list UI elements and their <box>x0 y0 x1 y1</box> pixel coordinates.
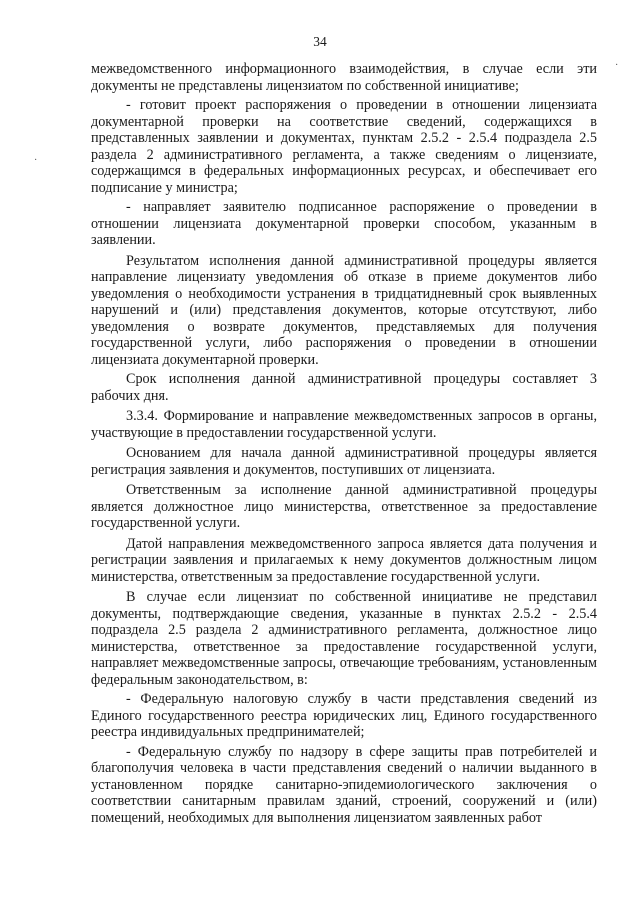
paragraph-result: Результатом исполнения данной административной процедуры является направление лицензиату уведомления об отказе в приеме документов либо уведомления о необходимости устранения в тридцатидневный срок выявленных нарушений и (или) представления документов, которые отсутствуют, либо уведомления о возврате документов, представляемых для получения государственной услуги, либо распоряжения о проведении в отношении лицензиата документарной проверки. <box>91 252 597 368</box>
paragraph-continuation: межведомственного информационного взаимодействия, в случае если эти документы не представлены лицензиатом по собственной инициативе; <box>91 61 597 94</box>
paragraph-basis: Основанием для начала данной административной процедуры является регистрация заявления и документов, поступивших от лицензиата. <box>91 445 597 478</box>
paragraph-deadline: Срок исполнения данной административной процедуры составляет 3 рабочих дня. <box>91 371 597 404</box>
paragraph-list-item-tax-service: - Федеральную налоговую службу в части представления сведений из Единого государственного реестра юридических лиц, Единого государственного реестра индивидуальных предпринимателей; <box>91 691 597 740</box>
scan-speck: · <box>615 60 619 71</box>
paragraph-list-item-consumer-service: - Федеральную службу по надзору в сфере защиты прав потребителей и благополучия человека в части представления сведений о наличии выданного в установленном порядке санитарно-эпидемиологического заключения о соответствии санитарным правилам зданий, строений, сооружений и (или) помещений, необходимых для выполнения лицензиатом заявленных работ <box>91 743 597 826</box>
scan-speck: · <box>34 155 38 166</box>
paragraph-date: Датой направления межведомственного запроса является дата получения и регистрации заявления и прилагаемых к нему документов должностным лицом министерства, ответственным за предоставление государственной услуги. <box>91 535 597 585</box>
paragraph-list-item-prepare-order: - готовит проект распоряжения о проведении в отношении лицензиата документарной проверки на соответствие сведений, содержащихся в представленных заявлении и документах, пунктам 2.5.2 - 2.5.4 подраздела 2.5 раздела 2 административного регламента, а также сведениям о лицензиате, содержащимся в федеральных информационных ресурсах, и обеспечивает его подписание у министра; <box>91 97 597 196</box>
page-number: 34 <box>313 34 327 49</box>
document-body <box>91 61 597 829</box>
section-heading-3-3-4: 3.3.4. Формирование и направление межведомственных запросов в органы, участвующие в предоставлении государственной услуги. <box>91 408 597 441</box>
paragraph-requests: В случае если лицензиат по собственной инициативе не представил документы, подтверждающие сведения, указанные в пунктах 2.5.2 - 2.5.4 подраздела 2.5 раздела 2 административного регламента, должностное лицо министерства, ответственное за предоставление государственной услуги, направляет межведомственные запросы, отвечающие требованиям, установленным федеральным законодательством, в: <box>91 589 597 688</box>
paragraph-responsible: Ответственным за исполнение данной административной процедуры является должностное лицо министерства, ответственное за предоставление государственной услуги. <box>91 482 597 531</box>
paragraph-list-item-send-order: - направляет заявителю подписанное распоряжение о проведении в отношении лицензиата документарной проверки способом, указанным в заявлении. <box>91 199 597 248</box>
